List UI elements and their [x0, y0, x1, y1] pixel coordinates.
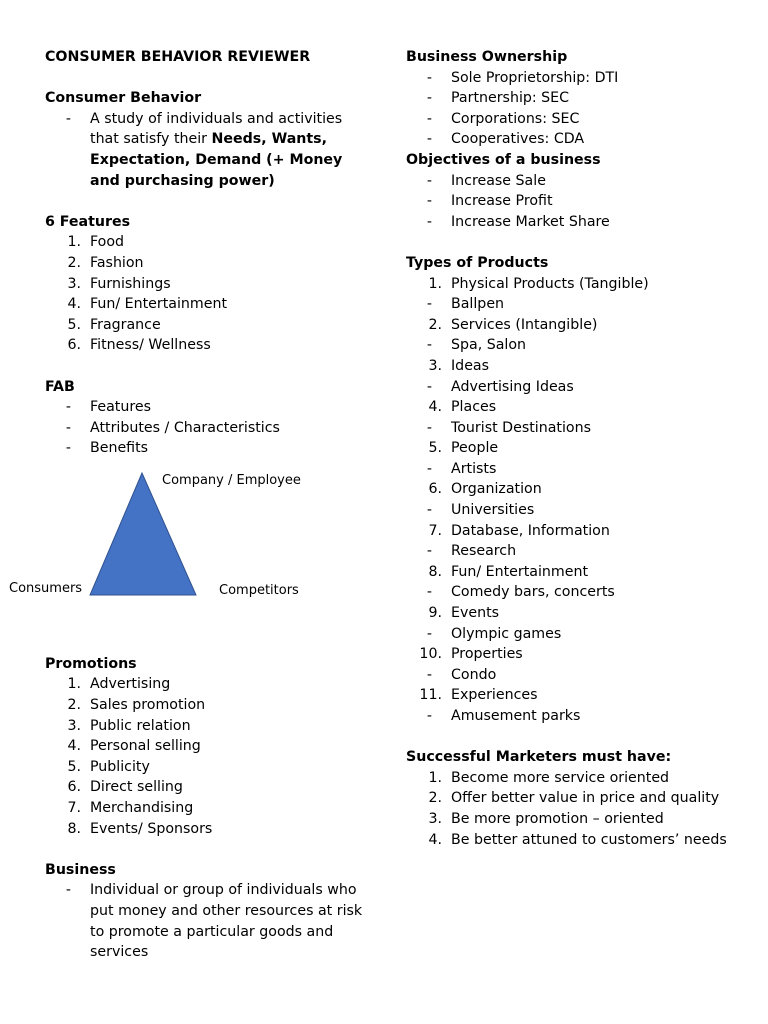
list-item-text: Advertising Ideas: [451, 378, 574, 395]
list-item-text: Fashion: [90, 254, 144, 271]
list-item: [406, 562, 746, 583]
list-marker: 10.: [419, 646, 442, 663]
list-item-text: Sole Proprietorship: DTI: [451, 69, 619, 86]
list-item: [406, 68, 746, 89]
list-marker: 4.: [67, 738, 81, 755]
list-item-text: Fun/ Entertainment: [90, 296, 228, 313]
list-marker: -: [426, 193, 432, 210]
list-item-text: Public relation: [90, 717, 191, 734]
features-heading: 6 Features: [45, 213, 131, 230]
list-item: [45, 736, 365, 757]
list-item-text: Be better attuned to customers’ needs: [451, 831, 727, 848]
list-marker: 2.: [67, 254, 81, 271]
list-item: [406, 171, 746, 192]
list-item-text: Furnishings: [90, 275, 171, 292]
list-item: [406, 335, 746, 356]
list-marker: 5.: [67, 758, 81, 775]
list-item: [45, 294, 365, 315]
list-item: [406, 315, 746, 336]
list-item-text: Increase Sale: [451, 172, 546, 189]
list-item: [45, 397, 365, 418]
list-marker: -: [426, 172, 432, 189]
list-item: [406, 356, 746, 377]
list-marker: -: [426, 419, 432, 436]
list-item: [406, 706, 746, 727]
list-marker: -: [426, 131, 432, 148]
list-item-text: Partnership: SEC: [451, 90, 570, 107]
list-item-text: Physical Products (Tangible): [451, 275, 649, 292]
consumer-behavior-heading: Consumer Behavior: [45, 90, 202, 107]
list-marker: -: [426, 296, 432, 313]
list-marker: 5.: [428, 440, 442, 457]
list-item-text: Increase Profit: [451, 193, 553, 210]
list-marker: 8.: [428, 563, 442, 580]
triangle-right-label: Competitors: [219, 582, 299, 598]
ownership-list: [406, 68, 746, 150]
list-marker: -: [65, 419, 71, 436]
list-marker: -: [426, 337, 432, 354]
list-item-text: Attributes / Characteristics: [90, 419, 280, 436]
list-marker: 4.: [428, 399, 442, 416]
list-item-text: Publicity: [90, 758, 150, 775]
products-heading: Types of Products: [406, 254, 549, 271]
list-marker: -: [426, 378, 432, 395]
fab-heading: FAB: [45, 378, 75, 395]
list-item: [406, 109, 746, 130]
list-item: [45, 757, 365, 778]
list-item: [406, 788, 746, 809]
list-marker: 8.: [67, 820, 81, 837]
list-item-text: Events/ Sponsors: [90, 820, 213, 837]
list-item: [406, 500, 746, 521]
list-item-text: Events: [451, 605, 500, 622]
list-item: [406, 294, 746, 315]
marketers-list: [406, 768, 746, 850]
list-marker: -: [426, 666, 432, 683]
list-marker: 1.: [67, 676, 81, 693]
list-item: [406, 438, 746, 459]
list-marker: -: [426, 543, 432, 560]
list-item: [45, 716, 365, 737]
list-item-text: Olympic games: [451, 625, 562, 642]
list-item-text: Merchandising: [90, 800, 194, 817]
list-item-text: Fun/ Entertainment: [451, 563, 589, 580]
list-item-text: Comedy bars, concerts: [451, 584, 615, 601]
list-item-text: Corporations: SEC: [451, 110, 580, 127]
list-marker: 2.: [428, 790, 442, 807]
right-column: [406, 47, 746, 850]
business-definition-text: Individual or group of individuals who put money and other resources at risk to promote a particular goods and services: [90, 882, 363, 961]
list-item-text: Personal selling: [90, 738, 201, 755]
list-item: [406, 521, 746, 542]
list-item: [406, 191, 746, 212]
definition-text: A study of individuals and activities that satisfy their: [90, 110, 343, 148]
list-item-text: Research: [451, 543, 517, 560]
list-marker: 2.: [67, 697, 81, 714]
list-item: [45, 438, 365, 459]
list-item-text: Be more promotion – oriented: [451, 810, 664, 827]
list-item: [45, 798, 365, 819]
list-marker: 1.: [67, 234, 81, 251]
promotions-heading: Promotions: [45, 655, 137, 672]
stakeholder-triangle-diagram: [9, 459, 365, 654]
list-item-text: Universities: [451, 502, 535, 519]
list-marker: 3.: [428, 810, 442, 827]
list-item-text: Sales promotion: [90, 697, 206, 714]
list-item-text: Spa, Salon: [451, 337, 527, 354]
list-item: [45, 232, 365, 253]
list-item: [45, 253, 365, 274]
marketers-heading: Successful Marketers must have:: [406, 749, 672, 766]
list-item: [45, 695, 365, 716]
document-title: CONSUMER BEHAVIOR REVIEWER: [45, 49, 311, 65]
list-item-text: People: [451, 440, 499, 457]
list-item-text: Features: [90, 399, 152, 416]
list-item: [406, 274, 746, 295]
list-item-text: Benefits: [90, 440, 149, 457]
list-item: [406, 397, 746, 418]
list-item-text: Places: [451, 399, 497, 416]
list-marker: 6.: [67, 337, 81, 354]
objectives-heading: Objectives of a business: [406, 151, 601, 168]
list-marker: 3.: [428, 357, 442, 374]
list-item-text: Services (Intangible): [451, 316, 598, 333]
list-item-text: Food: [90, 234, 125, 251]
objectives-list: [406, 171, 746, 233]
list-item-text: Properties: [451, 646, 523, 663]
promotions-list: [45, 674, 365, 839]
list-item-text: Offer better value in price and quality: [451, 790, 720, 807]
list-marker: 3.: [67, 717, 81, 734]
list-item-text: Organization: [451, 481, 542, 498]
list-marker: 1.: [428, 275, 442, 292]
list-item-text: Become more service oriented: [451, 769, 670, 786]
definition-bold-text: Needs, Wants, Expectation, Demand (+ Money and purchasing power): [90, 131, 343, 189]
list-marker: 11.: [419, 687, 442, 704]
list-marker: 6.: [67, 779, 81, 796]
list-item-text: Artists: [451, 460, 497, 477]
list-marker: 4.: [67, 296, 81, 313]
triangle-top-label: Company / Employee: [162, 472, 301, 488]
list-marker: 2.: [428, 316, 442, 333]
list-marker: 9.: [428, 605, 442, 622]
list-marker: -: [426, 625, 432, 642]
list-marker: -: [426, 584, 432, 601]
list-marker: -: [426, 110, 432, 127]
business-heading: Business: [45, 861, 116, 878]
list-marker: -: [65, 399, 71, 416]
consumer-behavior-definition: - A study of individuals and activities that satisfy their Needs, Wants, Expectation, Demand (+ Money and purchasing power): [65, 110, 343, 189]
list-item-text: Cooperatives: CDA: [451, 131, 585, 148]
list-item: [406, 768, 746, 789]
list-item: [406, 88, 746, 109]
list-item-text: Tourist Destinations: [451, 419, 591, 436]
list-item-text: Amusement parks: [451, 708, 581, 724]
ownership-heading: Business Ownership: [406, 49, 568, 65]
list-marker: -: [426, 90, 432, 107]
list-marker: -: [65, 440, 71, 457]
list-item: [406, 830, 746, 851]
list-item: [406, 603, 746, 624]
list-item: [45, 274, 365, 295]
list-item-text: Condo: [451, 666, 497, 683]
list-item: [406, 541, 746, 562]
list-item-text: Experiences: [451, 687, 538, 704]
list-marker: -: [426, 213, 432, 230]
triangle-left-label: Consumers: [9, 580, 83, 596]
list-item: [45, 819, 365, 840]
list-item: [45, 777, 365, 798]
list-item: [45, 418, 365, 439]
list-item-text: Ballpen: [451, 296, 505, 313]
list-marker: -: [426, 502, 432, 519]
list-item-text: Ideas: [451, 357, 490, 374]
list-item: [406, 479, 746, 500]
list-marker: 7.: [67, 800, 81, 817]
products-list: [406, 274, 746, 727]
list-item: [406, 624, 746, 645]
list-item: [406, 809, 746, 830]
business-definition: - Individual or group of individuals who put money and other resources at risk to promote a particular goods and services: [65, 882, 363, 961]
list-item: [406, 459, 746, 480]
list-marker: 7.: [428, 522, 442, 539]
list-item: [406, 377, 746, 398]
list-marker: 5.: [67, 316, 81, 333]
list-item: [45, 315, 365, 336]
list-item-text: Advertising: [90, 676, 171, 693]
list-item-text: Direct selling: [90, 779, 183, 796]
list-item: [406, 582, 746, 603]
list-item: [406, 212, 746, 233]
list-item: [406, 685, 746, 706]
list-marker: 3.: [67, 275, 81, 292]
list-item: [45, 674, 365, 695]
list-item-text: Fragrance: [90, 316, 161, 333]
list-item: [45, 335, 365, 356]
list-item: [406, 665, 746, 686]
fab-list: [45, 397, 365, 459]
list-item-text: Fitness/ Wellness: [90, 337, 211, 354]
list-marker: -: [426, 460, 432, 477]
list-item-text: Increase Market Share: [451, 213, 610, 230]
list-item: [406, 644, 746, 665]
list-marker: -: [426, 69, 432, 86]
left-column: [9, 47, 365, 963]
list-marker: 6.: [428, 481, 442, 498]
list-marker: 4.: [428, 831, 442, 848]
features-list: [45, 232, 365, 356]
list-item: [406, 129, 746, 150]
list-marker: 1.: [428, 769, 442, 786]
list-marker: -: [426, 708, 432, 724]
list-item: [406, 418, 746, 439]
list-item-text: Database, Information: [451, 522, 610, 539]
